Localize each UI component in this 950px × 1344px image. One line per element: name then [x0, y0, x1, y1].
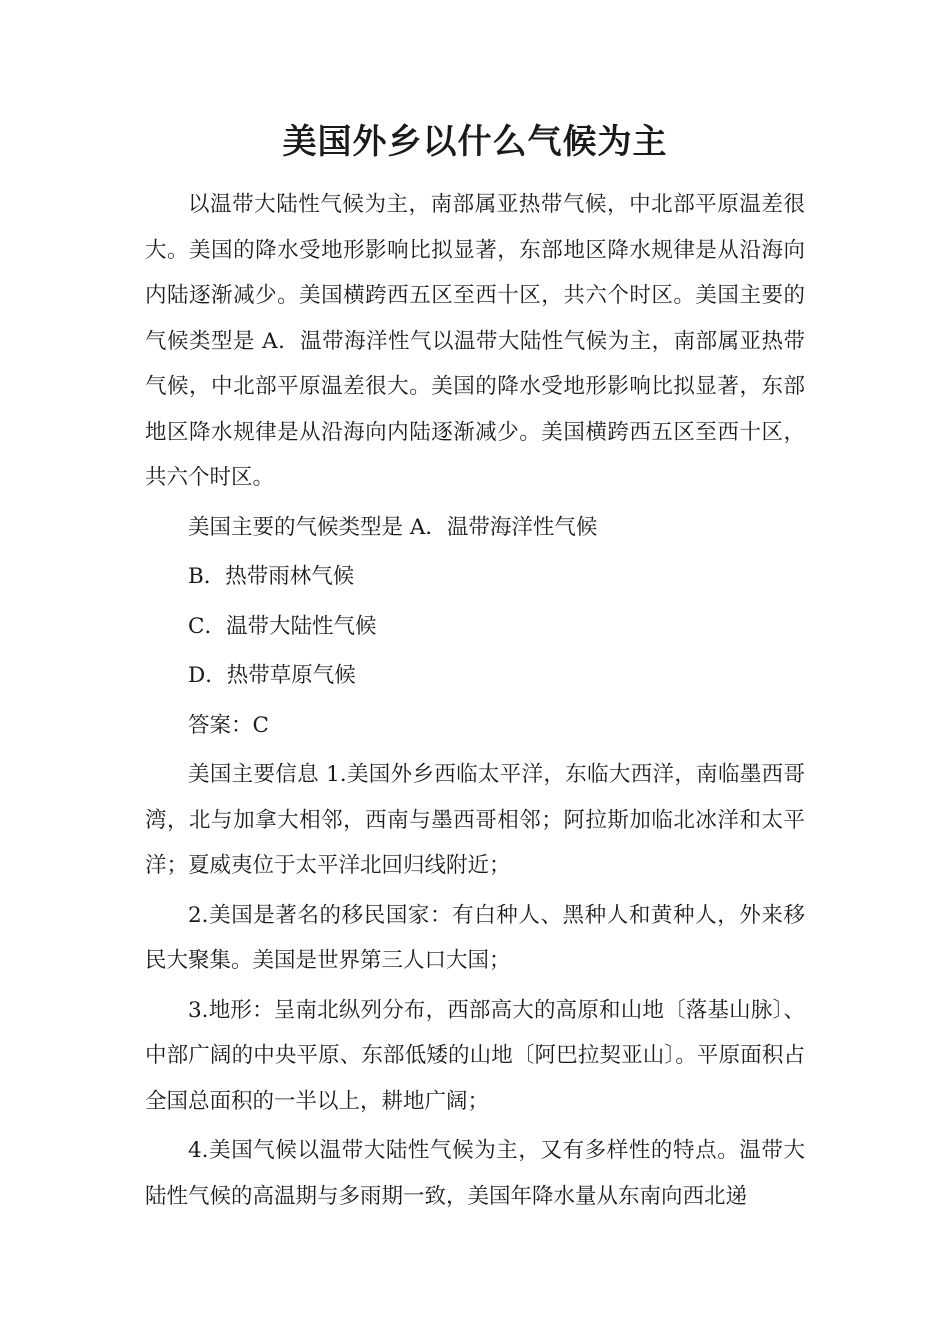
paragraph-info-1: 美国主要信息 1.美国外乡西临太平洋，东临大西洋，南临墨西哥湾，北与加拿大相邻，西南与墨西哥相邻；阿拉斯加临北冰洋和太平洋；夏威夷位于太平洋北回归线附近；: [145, 762, 805, 878]
document-page: [145, 116, 805, 1223]
question-stem: 美国主要的气候类型是 A．温带海洋性气候: [188, 514, 598, 540]
option-b: B．热带雨林气候: [188, 564, 355, 589]
document-title: 美国外乡以什么气候为主: [282, 122, 668, 162]
paragraph-info-2: 2.美国是著名的移民国家：有白种人、黑种人和黄种人，外来移民大聚集。美国是世界第三人口大国；: [145, 902, 805, 973]
paragraph-intro: 以温带大陆性气候为主，南部属亚热带气候，中北部平原温差很大。美国的降水受地形影响比拟显著，东部地区降水规律是从沿海向内陆逐渐减少。美国横跨西五区至西十区，共六个时区。美国主要的气候类型是 A．温带海洋性气以温带大陆性气候为主，南部属亚热带气候，中北部平原温差很大。美国的降水受地形影响比拟显著，东部地区降水规律是从沿海向内陆逐渐减少。美国横跨西五区至西十区，共六个时区。: [145, 192, 805, 490]
answer-line: 答案：C: [188, 712, 269, 738]
option-d: D．热带草原气候: [188, 663, 356, 688]
paragraph-info-3: 3.地形：呈南北纵列分布，西部高大的高原和山地〔落基山脉〕、中部广阔的中央平原、东部低矮的山地〔阿巴拉契亚山〕。平原面积占全国总面积的一半以上，耕地广阔；: [145, 997, 805, 1114]
paragraph-info-4: 4.美国气候以温带大陆性气候为主，又有多样性的特点。温带大陆性气候的高温期与多雨期一致，美国年降水量从东南向西北递: [145, 1138, 805, 1209]
option-c: C．温带大陆性气候: [188, 613, 377, 639]
